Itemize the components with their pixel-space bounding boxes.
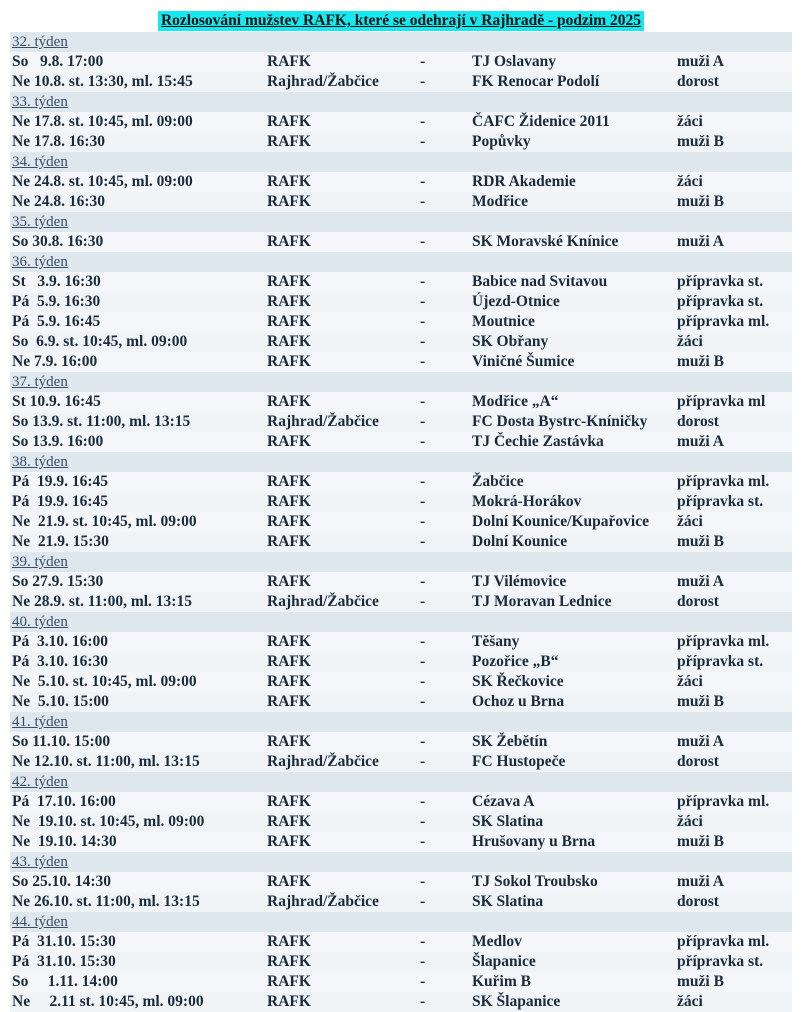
home-team: RAFK xyxy=(267,533,311,550)
match-row xyxy=(10,752,792,772)
away-team: RDR Akademie xyxy=(472,173,576,190)
match-date: Ne 28.9. st. 11:00, ml. 13:15 xyxy=(12,593,192,610)
match-date: Pá 31.10. 15:30 xyxy=(12,953,116,970)
separator: - xyxy=(420,413,426,430)
match-date: So 13.9. 16:00 xyxy=(12,433,104,450)
match-row xyxy=(10,812,792,832)
separator: - xyxy=(420,513,426,530)
away-team: Babice nad Svitavou xyxy=(472,273,608,290)
week-header: 41. týden xyxy=(10,712,792,732)
away-team: Dolní Kounice/Kupařovice xyxy=(472,513,649,530)
away-team: Těšany xyxy=(472,633,520,650)
away-team: SK Žebětín xyxy=(472,733,548,750)
separator: - xyxy=(420,73,426,90)
separator: - xyxy=(420,493,426,510)
week-header: 43. týden xyxy=(10,852,792,872)
away-team: FC Hustopeče xyxy=(472,753,566,770)
away-team: Modřice xyxy=(472,193,528,210)
away-team: TJ Moravan Lednice xyxy=(472,593,612,610)
separator: - xyxy=(420,533,426,550)
home-team: RAFK xyxy=(267,273,311,290)
match-date: Ne 26.10. st. 11:00, ml. 13:15 xyxy=(12,893,200,910)
match-row xyxy=(10,692,792,712)
week-header: 32. týden xyxy=(10,32,792,52)
separator: - xyxy=(420,633,426,650)
home-team: RAFK xyxy=(267,933,311,950)
away-team: Žabčice xyxy=(472,473,524,490)
match-date: Ne 2.11 st. 10:45, ml. 09:00 xyxy=(12,993,204,1010)
away-team: TJ Čechie Zastávka xyxy=(472,433,604,450)
category: přípravka ml. xyxy=(677,473,770,490)
home-team: Rajhrad/Žabčice xyxy=(267,893,379,910)
week-matches xyxy=(10,732,792,772)
category: muži B xyxy=(677,353,724,370)
match-row xyxy=(10,172,792,192)
category: přípravka st. xyxy=(677,273,764,290)
match-date: Ne 19.10. st. 10:45, ml. 09:00 xyxy=(12,813,205,830)
away-team: SK Slatina xyxy=(472,813,544,830)
match-date: So 11.10. 15:00 xyxy=(12,733,111,750)
week-header: 37. týden xyxy=(10,372,792,392)
match-row xyxy=(10,392,792,412)
away-team: SK Slatina xyxy=(472,893,544,910)
away-team: Pozořice „B“ xyxy=(472,653,559,670)
separator: - xyxy=(420,393,426,410)
away-team: FK Renocar Podolí xyxy=(472,73,600,90)
title-row xyxy=(10,10,792,32)
match-date: Ne 12.10. st. 11:00, ml. 13:15 xyxy=(12,753,200,770)
week-matches xyxy=(10,112,792,152)
home-team: RAFK xyxy=(267,393,311,410)
away-team: SK Obřany xyxy=(472,333,549,350)
separator: - xyxy=(420,693,426,710)
match-date: So 27.9. 15:30 xyxy=(12,573,104,590)
home-team: RAFK xyxy=(267,953,311,970)
category: muži A xyxy=(677,53,724,70)
page-title: Rozlosování mužstev RAFK, které se odehrají v Rajhradě - podzim 2025 xyxy=(158,11,644,31)
separator: - xyxy=(420,753,426,770)
match-row xyxy=(10,112,792,132)
week-header: 35. týden xyxy=(10,212,792,232)
home-team: RAFK xyxy=(267,653,311,670)
category: přípravka ml. xyxy=(677,933,770,950)
match-row xyxy=(10,832,792,852)
home-team: RAFK xyxy=(267,193,311,210)
category: žáci xyxy=(677,113,703,130)
match-row xyxy=(10,672,792,692)
category: žáci xyxy=(677,513,703,530)
home-team: RAFK xyxy=(267,733,311,750)
category: dorost xyxy=(677,413,719,430)
away-team: Moutnice xyxy=(472,313,535,330)
away-team: Mokrá-Horákov xyxy=(472,493,582,510)
match-date: Ne 7.9. 16:00 xyxy=(12,353,98,370)
week-header: 39. týden xyxy=(10,552,792,572)
week-matches xyxy=(10,792,792,852)
match-date: St 3.9. 16:30 xyxy=(12,273,101,290)
week-header: 42. týden xyxy=(10,772,792,792)
match-date: Pá 3.10. 16:00 xyxy=(12,633,109,650)
away-team: Cézava A xyxy=(472,793,535,810)
category: přípravka st. xyxy=(677,953,764,970)
away-team: Modřice „A“ xyxy=(472,393,559,410)
match-date: Ne 24.8. 16:30 xyxy=(12,193,105,210)
week-header: 36. týden xyxy=(10,252,792,272)
away-team: Popůvky xyxy=(472,133,531,150)
category: žáci xyxy=(677,173,703,190)
away-team: Ochoz u Brna xyxy=(472,693,565,710)
match-date: Ne 17.8. 16:30 xyxy=(12,133,105,150)
week-header: 40. týden xyxy=(10,612,792,632)
match-date: So 25.10. 14:30 xyxy=(12,873,112,890)
week-matches xyxy=(10,232,792,252)
match-row xyxy=(10,572,792,592)
home-team: RAFK xyxy=(267,633,311,650)
week-header: 34. týden xyxy=(10,152,792,172)
week-matches xyxy=(10,392,792,452)
match-date: Ne 19.10. 14:30 xyxy=(12,833,117,850)
schedule-table xyxy=(10,10,792,1012)
home-team: RAFK xyxy=(267,513,311,530)
week-header: 38. týden xyxy=(10,452,792,472)
match-date: Pá 19.9. 16:45 xyxy=(12,473,109,490)
category: dorost xyxy=(677,753,719,770)
away-team: FC Dosta Bystrc-Kníničky xyxy=(472,413,648,430)
category: muži A xyxy=(677,573,724,590)
match-date: Ne 21.9. st. 10:45, ml. 09:00 xyxy=(12,513,197,530)
match-date: Ne 10.8. st. 13:30, ml. 15:45 xyxy=(12,73,193,90)
match-row xyxy=(10,592,792,612)
match-row xyxy=(10,312,792,332)
match-row xyxy=(10,492,792,512)
category: žáci xyxy=(677,813,703,830)
separator: - xyxy=(420,173,426,190)
away-team: SK Šlapanice xyxy=(472,993,561,1010)
match-date: Pá 3.10. 16:30 xyxy=(12,653,109,670)
away-team: SK Řečkovice xyxy=(472,673,564,690)
separator: - xyxy=(420,53,426,70)
match-row xyxy=(10,292,792,312)
week-matches xyxy=(10,572,792,612)
away-team: TJ Sokol Troubsko xyxy=(472,873,598,890)
category: přípravka st. xyxy=(677,493,764,510)
separator: - xyxy=(420,573,426,590)
home-team: RAFK xyxy=(267,993,311,1010)
week-header: 33. týden xyxy=(10,92,792,112)
match-row xyxy=(10,332,792,352)
match-row xyxy=(10,192,792,212)
separator: - xyxy=(420,833,426,850)
separator: - xyxy=(420,273,426,290)
separator: - xyxy=(420,953,426,970)
match-date: Ne 5.10. 15:00 xyxy=(12,693,109,710)
match-row xyxy=(10,932,792,952)
separator: - xyxy=(420,133,426,150)
match-row xyxy=(10,412,792,432)
category: muži B xyxy=(677,693,724,710)
match-row xyxy=(10,132,792,152)
separator: - xyxy=(420,433,426,450)
home-team: RAFK xyxy=(267,333,311,350)
separator: - xyxy=(420,873,426,890)
match-row xyxy=(10,632,792,652)
match-row xyxy=(10,652,792,672)
match-row xyxy=(10,872,792,892)
category: muži B xyxy=(677,833,724,850)
home-team: RAFK xyxy=(267,233,311,250)
home-team: RAFK xyxy=(267,813,311,830)
home-team: RAFK xyxy=(267,493,311,510)
match-row xyxy=(10,792,792,812)
home-team: RAFK xyxy=(267,173,311,190)
home-team: RAFK xyxy=(267,573,311,590)
separator: - xyxy=(420,353,426,370)
category: přípravka st. xyxy=(677,653,764,670)
home-team: Rajhrad/Žabčice xyxy=(267,73,379,90)
match-date: So 9.8. 17:00 xyxy=(12,53,104,70)
category: muži B xyxy=(677,533,724,550)
week-matches xyxy=(10,932,792,1012)
weeks-container xyxy=(10,32,792,1012)
home-team: RAFK xyxy=(267,973,311,990)
separator: - xyxy=(420,673,426,690)
category: přípravka ml. xyxy=(677,313,770,330)
category: přípravka st. xyxy=(677,293,764,310)
away-team: Dolní Kounice xyxy=(472,533,568,550)
home-team: RAFK xyxy=(267,293,311,310)
match-date: Pá 5.9. 16:45 xyxy=(12,313,101,330)
match-row xyxy=(10,532,792,552)
week-matches xyxy=(10,272,792,372)
category: přípravka ml. xyxy=(677,793,770,810)
match-row xyxy=(10,952,792,972)
separator: - xyxy=(420,933,426,950)
separator: - xyxy=(420,973,426,990)
match-row xyxy=(10,972,792,992)
home-team: RAFK xyxy=(267,793,311,810)
away-team: Újezd-Otnice xyxy=(472,293,560,310)
category: muži B xyxy=(677,133,724,150)
separator: - xyxy=(420,653,426,670)
home-team: RAFK xyxy=(267,313,311,330)
match-row xyxy=(10,512,792,532)
match-row xyxy=(10,992,792,1012)
category: dorost xyxy=(677,73,719,90)
separator: - xyxy=(420,473,426,490)
away-team: TJ Vilémovice xyxy=(472,573,567,590)
category: přípravka ml. xyxy=(677,633,770,650)
away-team: Viničné Šumice xyxy=(472,353,575,370)
away-team: Šlapanice xyxy=(472,953,536,970)
match-date: Pá 31.10. 15:30 xyxy=(12,933,116,950)
match-date: St 10.9. 16:45 xyxy=(12,393,101,410)
match-date: Ne 21.9. 15:30 xyxy=(12,533,109,550)
home-team: Rajhrad/Žabčice xyxy=(267,413,379,430)
home-team: RAFK xyxy=(267,693,311,710)
match-row xyxy=(10,72,792,92)
home-team: RAFK xyxy=(267,433,311,450)
match-row xyxy=(10,732,792,752)
away-team: ČAFC Židenice 2011 xyxy=(472,113,610,130)
category: žáci xyxy=(677,333,703,350)
match-row xyxy=(10,892,792,912)
match-date: Ne 5.10. st. 10:45, ml. 09:00 xyxy=(12,673,197,690)
home-team: RAFK xyxy=(267,873,311,890)
week-matches xyxy=(10,52,792,92)
home-team: RAFK xyxy=(267,673,311,690)
home-team: Rajhrad/Žabčice xyxy=(267,753,379,770)
match-date: Pá 19.9. 16:45 xyxy=(12,493,109,510)
category: muži A xyxy=(677,233,724,250)
home-team: RAFK xyxy=(267,113,311,130)
category: žáci xyxy=(677,993,703,1010)
week-matches xyxy=(10,172,792,212)
match-row xyxy=(10,52,792,72)
week-matches xyxy=(10,472,792,552)
home-team: RAFK xyxy=(267,473,311,490)
week-header: 44. týden xyxy=(10,912,792,932)
away-team: Medlov xyxy=(472,933,522,950)
separator: - xyxy=(420,113,426,130)
category: dorost xyxy=(677,893,719,910)
away-team: Hrušovany u Brna xyxy=(472,833,596,850)
match-date: So 1.11. 14:00 xyxy=(12,973,118,990)
match-date: So 6.9. st. 10:45, ml. 09:00 xyxy=(12,333,188,350)
category: muži A xyxy=(677,433,724,450)
match-date: So 13.9. st. 11:00, ml. 13:15 xyxy=(12,413,191,430)
match-row xyxy=(10,472,792,492)
home-team: RAFK xyxy=(267,133,311,150)
separator: - xyxy=(420,733,426,750)
match-row xyxy=(10,432,792,452)
away-team: Kuřim B xyxy=(472,973,531,990)
separator: - xyxy=(420,313,426,330)
separator: - xyxy=(420,893,426,910)
away-team: SK Moravské Knínice xyxy=(472,233,619,250)
category: muži B xyxy=(677,973,724,990)
separator: - xyxy=(420,793,426,810)
week-matches xyxy=(10,872,792,912)
home-team: RAFK xyxy=(267,833,311,850)
away-team: TJ Oslavany xyxy=(472,53,556,70)
separator: - xyxy=(420,993,426,1010)
category: přípravka ml xyxy=(677,393,766,410)
match-date: Pá 17.10. 16:00 xyxy=(12,793,116,810)
match-date: Pá 5.9. 16:30 xyxy=(12,293,101,310)
match-row xyxy=(10,232,792,252)
home-team: Rajhrad/Žabčice xyxy=(267,593,379,610)
separator: - xyxy=(420,593,426,610)
category: žáci xyxy=(677,673,703,690)
match-date: Ne 17.8. st. 10:45, ml. 09:00 xyxy=(12,113,193,130)
separator: - xyxy=(420,193,426,210)
home-team: RAFK xyxy=(267,353,311,370)
match-date: So 30.8. 16:30 xyxy=(12,233,104,250)
match-date: Ne 24.8. st. 10:45, ml. 09:00 xyxy=(12,173,193,190)
category: muži A xyxy=(677,733,724,750)
separator: - xyxy=(420,333,426,350)
match-row xyxy=(10,352,792,372)
home-team: RAFK xyxy=(267,53,311,70)
category: dorost xyxy=(677,593,719,610)
week-matches xyxy=(10,632,792,712)
separator: - xyxy=(420,813,426,830)
category: muži B xyxy=(677,193,724,210)
category: muži A xyxy=(677,873,724,890)
separator: - xyxy=(420,293,426,310)
separator: - xyxy=(420,233,426,250)
match-row xyxy=(10,272,792,292)
